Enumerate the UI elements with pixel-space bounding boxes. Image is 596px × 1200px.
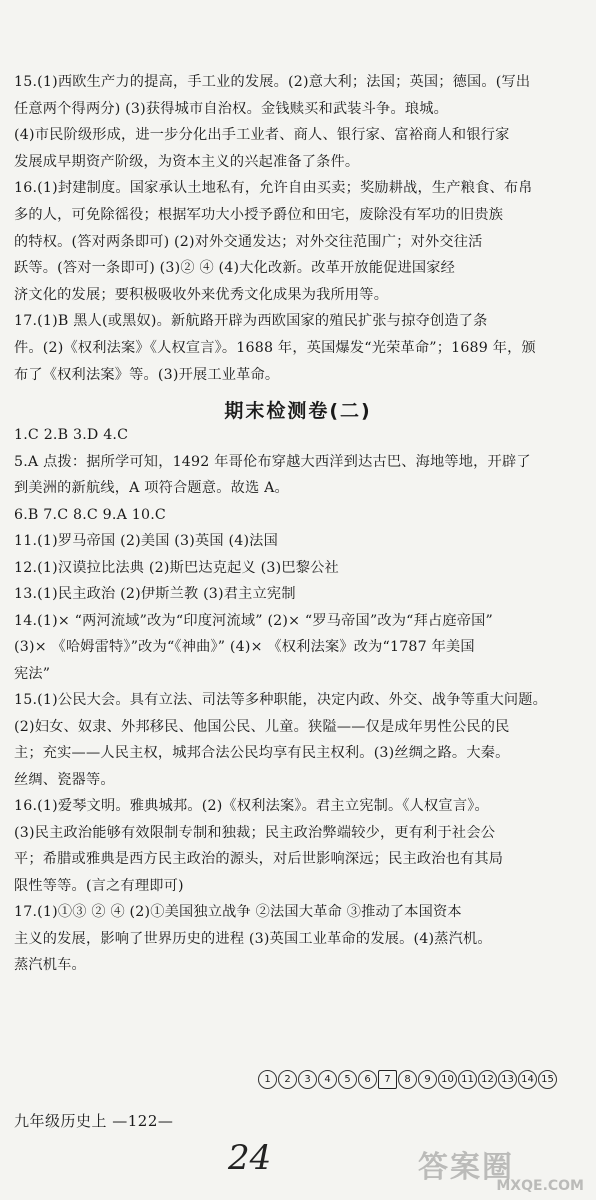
- answer-line: 1.C 2.B 3.D 4.C: [14, 427, 129, 443]
- answer-line: 限性等等。(言之有理即可): [14, 877, 184, 894]
- answer-line: 16.(1)爱琴文明。雅典城邦。(2)《权利法案》。君主立宪制。《人权宣言》。: [14, 798, 489, 814]
- answer-line: 丝绸、瓷器等。: [14, 771, 115, 788]
- answer-line: (2)妇女、奴隶、外邦移民、他国公民、儿童。狭隘——仅是成年男性公民的民: [14, 718, 510, 735]
- answer-line: 发展成早期资产阶级，为资本主义的兴起准备了条件。: [14, 153, 360, 170]
- answer-line: 平；希腊或雅典是西方民主政治的源头，对后世影响深远；民主政治也有其局: [14, 851, 504, 867]
- answer-line: 6.B 7.C 8.C 9.A 10.C: [14, 506, 166, 523]
- answer-line: 17.(1)B 黑人(或黑奴)。新航路开辟为西欧国家的殖民扩张与掠夺创造了条: [14, 313, 488, 330]
- watermark-en: MXQE.COM: [496, 1178, 584, 1194]
- answer-line: 多的人，可免除徭役；根据军功大小授予爵位和田宅，废除没有军功的旧贵族: [14, 207, 504, 223]
- answer-line: 布了《权利法案》等。(3)开展工业革命。: [14, 366, 280, 383]
- handwritten-number: 24: [228, 1138, 272, 1178]
- answer-line: 跃等。(答对一条即可) (3)② ④ (4)大化改新。改革开放能促进国家经: [14, 260, 456, 277]
- answer-line: 主；充实——人民主权，城邦合法公民均享有民主权利。(3)丝绸之路。大秦。: [14, 745, 510, 761]
- answer-line: 17.(1)①③ ② ④ (2)①美国独立战争 ②法国大革命 ③推动了本国资本: [14, 904, 462, 920]
- page-number: 3: [298, 1070, 317, 1089]
- page-number: 10: [438, 1070, 457, 1089]
- page-number: 9: [418, 1070, 437, 1089]
- page-number: 11: [458, 1070, 477, 1089]
- answer-line: 主义的发展，影响了世界历史的进程 (3)英国工业革命的发展。(4)蒸汽机。: [14, 930, 492, 947]
- page-number: 7: [378, 1070, 397, 1089]
- answer-line: 12.(1)汉谟拉比法典 (2)斯巴达克起义 (3)巴黎公社: [14, 559, 339, 576]
- page-number: 14: [518, 1070, 537, 1089]
- page-footer: 九年级历史上 —122—: [14, 1112, 174, 1130]
- page-number: 13: [498, 1070, 517, 1089]
- answer-line: 的特权。(答对两条即可) (2)对外交通发达；对外交往范围广；对外交往活: [14, 233, 483, 250]
- page-number: 12: [478, 1070, 497, 1089]
- page-number: 2: [278, 1070, 297, 1089]
- page-number: 6: [358, 1070, 377, 1089]
- answer-line: 宪法”: [14, 665, 51, 682]
- page-indicator: [258, 1070, 557, 1090]
- answer-line: (3)× 《哈姆雷特》”改为“《神曲》” (4)× 《权利法案》改为“1787 年美国: [14, 639, 475, 655]
- page-number: 1: [258, 1070, 277, 1089]
- answer-line: 任意两个得两分) (3)获得城市自治权。金钱赎买和武装斗争。琅城。: [14, 100, 448, 117]
- section-title: 期末检测卷(二): [224, 400, 372, 422]
- answer-line: 件。(2)《权利法案》《人权宣言》。1688 年，英国爆发“光荣革命”；1689 年，颁: [14, 340, 536, 356]
- answer-line: (3)民主政治能够有效限制专制和独裁；民主政治弊端较少，更有利于社会公: [14, 824, 496, 841]
- answer-line: 到美洲的新航线，A 项符合题意。故选 A。: [14, 480, 289, 496]
- answer-line: 16.(1)封建制度。国家承认土地私有，允许自由买卖；奖励耕战，生产粮食、布帛: [14, 180, 533, 197]
- page-number: 5: [338, 1070, 357, 1089]
- answer-line: 11.(1)罗马帝国 (2)美国 (3)英国 (4)法国: [14, 533, 278, 549]
- answer-line: 14.(1)× “两河流域”改为“印度河流域” (2)× “罗马帝国”改为“拜占庭帝国”: [14, 612, 494, 629]
- answer-line: 蒸汽机车。: [14, 957, 86, 973]
- page-number: 8: [398, 1070, 417, 1089]
- answer-line: (4)市民阶级形成，进一步分化出手工业者、商人、银行家、富裕商人和银行家: [14, 127, 510, 144]
- watermark-logo: [418, 1142, 588, 1194]
- page-number: 4: [318, 1070, 337, 1089]
- answer-line: 13.(1)民主政治 (2)伊斯兰教 (3)君主立宪制: [14, 586, 296, 602]
- answer-line: 济文化的发展；要积极吸收外来优秀文化成果为我所用等。: [14, 286, 389, 303]
- answer-line: 15.(1)西欧生产力的提高，手工业的发展。(2)意大利；法国；英国；德国。(写出: [14, 74, 531, 90]
- answer-line: 15.(1)公民大会。具有立法、司法等多种职能，决定内政、外交、战争等重大问题。: [14, 692, 548, 708]
- page-number: 15: [538, 1070, 557, 1089]
- watermark-cn: 答案圈: [418, 1150, 514, 1185]
- answer-line: 5.A 点拨：据所学可知，1492 年哥伦布穿越大西洋到达古巴、海地等地，开辟了: [14, 453, 531, 470]
